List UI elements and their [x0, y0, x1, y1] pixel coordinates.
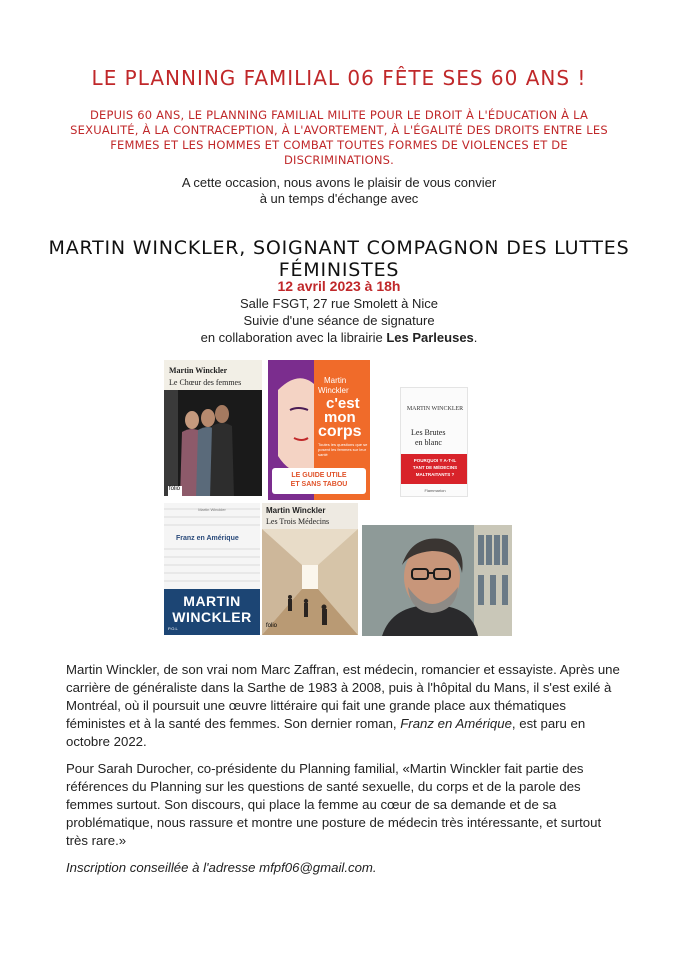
cover-choeur-publisher: folio: [169, 486, 181, 492]
event-place: Salle FSGT, 27 rue Smolett à Nice: [240, 296, 438, 311]
invitation: [0, 175, 678, 207]
cover-franz-author-1: MARTIN: [183, 593, 241, 609]
cover-franz-title: Franz en Amérique: [176, 535, 239, 542]
cover-franz-small-author: Martin Winckler: [198, 507, 226, 512]
cover-corps-banner-1: LE GUIDE UTILE: [291, 472, 347, 479]
cover-corps-author-last: Winckler: [318, 386, 349, 395]
cover-franz-author-2: WINCKLER: [172, 609, 252, 625]
cover-brutes-band: [401, 454, 468, 484]
cover-choeur-author: Martin Winckler: [169, 366, 228, 375]
page-title: LE PLANNING FAMILIAL 06 FÊTE SES 60 ANS !: [91, 66, 587, 90]
intro-text: DEPUIS 60 ANS, LE PLANNING FAMILIAL MILITE POUR LE DROIT À L'ÉDUCATION À LA SEXUALITÉ, À LA CONTRACEPTION, À L'AVORTEMENT, À L'ÉGALITÉ DES DROITS ENTRE LES FEMMES ET LES HOMMES ET COMBAT TOUTES FORMES DE VIOLENCES ET DE DISCRIMINATIONS.: [70, 108, 608, 167]
cover-trois-author: Martin Winckler: [266, 506, 326, 515]
body-paragraph-1-end: , est paru en octobre 2022.: [66, 716, 586, 749]
book-cover-trois: [262, 503, 358, 635]
cover-choeur-title: Le Chœur des femmes: [169, 378, 242, 387]
body-paragraph-1-italic: Franz en Amérique: [400, 716, 512, 731]
author-photo: [362, 525, 512, 636]
cover-corps-subtitle: Toutes les questions que se posent les femmes sur leur santé: [318, 442, 368, 457]
cover-brutes-title-2: en blanc: [415, 438, 442, 447]
cover-trois-photo: [262, 529, 358, 635]
cover-franz-publisher: P.O.L: [168, 626, 178, 631]
cover-corps-banner-2: ET SANS TABOU: [290, 481, 348, 488]
cover-corps-title-1: c'est: [326, 395, 360, 412]
cover-brutes-band-2: TANT DE MÉDECINS: [412, 465, 458, 470]
body-text: [66, 661, 626, 886]
bookstore-name: Les Parleuses: [386, 330, 474, 345]
book-cover-choeur: [164, 360, 262, 496]
collab-prefix: en collaboration avec la librairie: [200, 330, 383, 345]
body-paragraph-2: Pour Sarah Durocher, co-présidente du Planning familial, «Martin Winckler fait partie des références du Planning sur les questions de santé sexuelle, du corps et de la parole des femmes surtout. Son discours, qui place la femme au cœur de sa demande et de sa problématique, nous rassure et montre une posture de médecin très intéressante, et surtout très rare.»: [66, 761, 602, 848]
cover-brutes-band-1: POURQUOI Y A-T-IL: [413, 458, 457, 463]
event-date: 12 avril 2023 à 18h: [277, 278, 401, 294]
invitation-line-1: A cette occasion, nous avons le plaisir de vous convier: [181, 175, 497, 190]
registration-note-text: Inscription conseillée à l'adresse mfpf06@gmail.com.: [66, 860, 377, 875]
invitation-line-2: à un temps d'échange avec: [259, 191, 419, 206]
cover-corps-author-first: Martin: [324, 376, 347, 385]
cover-brutes-author: MARTIN WINCKLER: [406, 406, 464, 412]
cover-trois-publisher: folio: [266, 623, 278, 629]
event-collaboration: [0, 329, 678, 346]
cover-brutes-title-1: Les Brutes: [411, 428, 446, 437]
book-cover-corps: [268, 360, 370, 500]
body-paragraph-1-text: Martin Winckler, de son vrai nom Marc Zaffran, est médecin, romancier et essayiste. Après une carrière de généraliste dans la Sarthe de 1983 à 2008, puis à l'hôpital du Mans, il s'est exilé à Montréal, où il poursuit une œuvre littéraire qui fait une grande place aux thématiques féministes et à la santé des femmes. Son dernier roman,: [66, 662, 620, 731]
cover-franz-lines: [164, 503, 260, 583]
event-details: [0, 278, 678, 346]
cover-franz-author-block: [164, 589, 260, 635]
event-signing: Suivie d'une séance de signature: [243, 313, 435, 328]
cover-brutes-band-3: MALTRAITANTS ?: [415, 472, 455, 477]
cover-brutes-publisher: Flammarion: [424, 488, 446, 493]
cover-corps-title-3: corps: [318, 423, 362, 440]
cover-trois-title: Les Trois Médecins: [266, 517, 330, 526]
registration-note: [66, 859, 626, 877]
book-cover-brutes: [400, 387, 468, 497]
cover-corps-title-2: mon: [324, 409, 356, 426]
event-headline: MARTIN WINCKLER, SOIGNANT COMPAGNON DES LUTTES FÉMINISTES: [48, 237, 630, 281]
cover-choeur-photo: [164, 390, 262, 496]
collab-suffix: .: [473, 330, 478, 345]
book-cover-franz: [164, 503, 260, 635]
author-photo-image: [362, 525, 512, 636]
body-paragraph-1: [66, 661, 626, 751]
